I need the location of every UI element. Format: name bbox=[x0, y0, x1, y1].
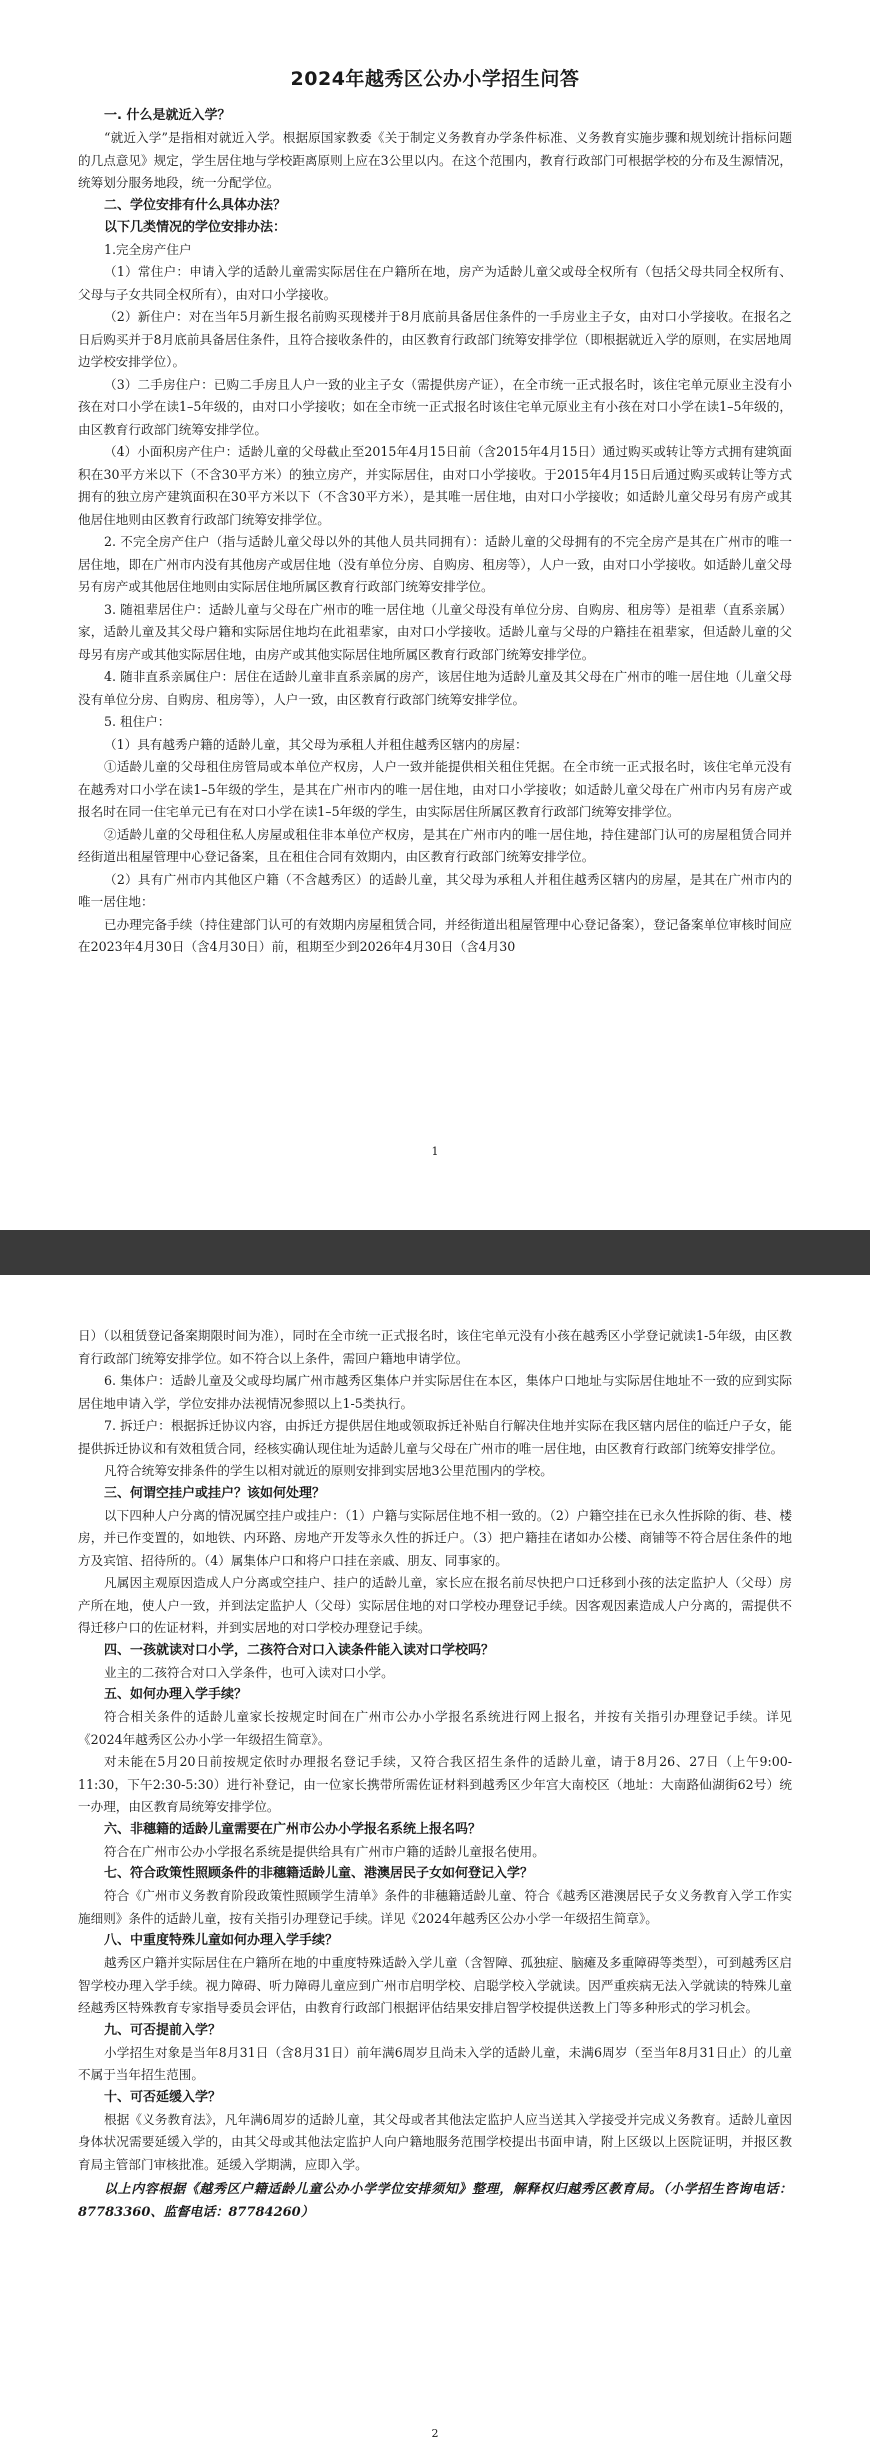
paragraph: 凡属因主观原因造成人户分离或空挂户、挂户的适龄儿童，家长应在报名前尽快把户口迁移到小孩的法定监护人（父母）房产所在地，使人户一致，并到法定监护人（父母）实际居住地的对口学校办理登记手续。因客观因素造成人户分离的，需提供不得迁移户口的佐证材料，并到实居地的对口学校办理登记手续。 bbox=[78, 1575, 792, 1635]
section-heading: 五、如何办理入学手续？ bbox=[104, 1687, 248, 1702]
paragraph: （1）具有越秀户籍的适龄儿童，其父母为承租人并租住越秀区辖内的房屋： bbox=[104, 736, 528, 752]
paragraph: 符合在广州市公办小学报名系统是提供给具有广州市户籍的适龄儿童报名使用。 bbox=[104, 1843, 545, 1859]
paragraph: 符合相关条件的适龄儿童家长按规定时间在广州市公办小学报名系统进行网上报名，并按有关指引办理登记手续。详见《2024年越秀区公办小学一年级招生简章》。 bbox=[78, 1709, 792, 1747]
paragraph: 3. 随祖辈居住户：适龄儿童与父母在广州市的唯一居住地（儿童父母没有单位分房、自购房、租房等）是祖辈（直系亲属）家，适龄儿童及其父母户籍和实际居住地均在此祖辈家，由对口小学接收。适龄儿童与父母的户籍挂在祖辈家，但适龄儿童的父母另有房产或其他实际居住地，由房产或其他实际居住地所属区教育行政部门统筹安排学位。 bbox=[78, 601, 792, 662]
section-heading: 八、中重度特殊儿童如何办理入学手续？ bbox=[104, 1933, 339, 1948]
paragraph: ②适龄儿童的父母租住私人房屋或租住非本单位产权房，是其在广州市内的唯一居住地，持住建部门认可的房屋租赁合同并经街道出租屋管理中心登记备案，且在租住合同有效期内，由区教育行政部门统筹安排学位。 bbox=[78, 826, 792, 864]
paragraph: 1.完全房产住户 bbox=[104, 241, 192, 257]
paragraph: 凡符合统筹安排条件的学生以相对就近的原则安排到实居地3公里范围内的学校。 bbox=[104, 1463, 553, 1478]
section-heading: 十、可否延缓入学？ bbox=[104, 2089, 222, 2105]
page-1-body bbox=[78, 105, 792, 959]
paragraph: （3）二手房住户：已购二手房且人户一致的业主子女（需提供房产证），在全市统一正式报名时，该住宅单元原业主没有小孩在对口小学在读1–5年级的，由对口小学接收；如在全市统一正式报名时该住宅单元原业主有小孩在对口小学在读1–5年级的，由区教育行政部门统筹安排学位。 bbox=[78, 376, 792, 437]
paragraph: （2）具有广州市内其他区户籍（不含越秀区）的适龄儿童，其父母为承租人并租住越秀区辖内的房屋，是其在广州市内的唯一居住地： bbox=[78, 871, 792, 909]
paragraph: （1）常住户：申请入学的适龄儿童需实际居住在户籍所在地，房产为适龄儿童父或母全权所有（包括父母共同全权所有、父母与子女共同全权所有），由对口小学接收。 bbox=[78, 264, 792, 302]
section-heading: 四、一孩就读对口小学，二孩符合对口入读条件能入读对口学校吗？ bbox=[104, 1642, 495, 1658]
section-heading: 七、符合政策性照顾条件的非穗籍适龄儿童、港澳居民子女如何登记入学？ bbox=[104, 1866, 534, 1881]
paragraph: 4. 随非直系亲属住户：居住在适龄儿童非直系亲属的房产，该居住地为适龄儿童及其父母在广州市的唯一居住地（儿童父母没有单位分房、自购房、租房等），人户一致，由区教育行政部门统筹安排学位。 bbox=[78, 669, 792, 707]
paragraph: 小学招生对象是当年8月31日（含8月31日）前年满6周岁且尚未入学的适龄儿童，未满6周岁（至当年8月31日止）的儿童不属于当年招生范围。 bbox=[78, 2044, 792, 2082]
paragraph: “就近入学”是指相对就近入学。根据原国家教委《关于制定义务教育办学条件标准、义务教育实施步骤和规划统计指标问题的几点意见》规定，学生居住地与学校距离原则上应在3公里以内。在这个范围内，教育行政部门可根据学校的分布及生源情况，统筹划分服务地段，统一分配学位。 bbox=[78, 130, 792, 190]
section-heading: 二、学位安排有什么具体办法？ bbox=[104, 197, 287, 213]
paragraph: 6. 集体户：适龄儿童及父或母均属广州市越秀区集体户并实际居住在本区，集体户口地址与实际居住地址不一致的应到实际居住地申请入学，学位安排办法视情况参照以上1-5类执行。 bbox=[78, 1373, 792, 1411]
page-number: 2 bbox=[431, 2427, 439, 2440]
paragraph: 符合《广州市义务教育阶段政策性照顾学生清单》条件的非穗籍适龄儿童、符合《越秀区港澳居民子女义务教育入学工作实施细则》条件的适龄儿童，按有关指引办理登记手续。详见《2024年越秀区公办小学一年级招生简章》。 bbox=[78, 1888, 792, 1926]
section-heading: 九、可否提前入学？ bbox=[104, 2022, 222, 2038]
paragraph: 根据《义务教育法》，凡年满6周岁的适龄儿童，其父母或者其他法定监护人应当送其入学接受并完成义务教育。适龄儿童因身体状况需要延缓入学的，由其父母或其他法定监护人向户籍地服务范围学校提出书面申请，附上区级以上医院证明，并报区教育局主管部门审核批准。延缓入学期满，应即入学。 bbox=[78, 2111, 792, 2172]
paragraph: （2）新住户：对在当年5月新生报名前购买现楼并于8月底前具备居住条件的一手房业主子女，由对口小学接收。在报名之日后购买并于8月底前具备居住条件，且符合接收条件的，由区教育行政部门统筹安排学位（即根据就近入学的原则，在实居地周边学校安排学位）。 bbox=[78, 309, 792, 369]
document-page-2 bbox=[0, 1275, 870, 2446]
paragraph: 越秀区户籍并实际居住在户籍所在地的中重度特殊适龄入学儿童（含智障、孤独症、脑瘫及多重障碍等类型），可到越秀区启智学校办理入学手续。视力障碍、听力障碍儿童应到广州市启明学校、启聪学校入学就读。因严重疾病无法入学就读的特殊儿童经越秀区特殊教育专家指导委员会评估，由教育行政部门根据评估结果安排启智学校提供送教上门等多种形式的学习机会。 bbox=[78, 1955, 792, 2015]
document-title: 2024年越秀区公办小学招生问答 bbox=[290, 68, 580, 90]
section-heading: 一. 什么是就近入学？ bbox=[104, 108, 231, 123]
paragraph: 对未能在5月20日前按规定依时办理报名登记手续，又符合我区招生条件的适龄儿童，请于8月26、27日（上午9:00-11:30，下午2:30-5:30）进行补登记，由一位家长携带所需佐证材料到越秀区少年宫大南校区（地址：大南路仙湖街62号）统一办理，由区教育局统筹安排学位。 bbox=[78, 1754, 792, 1814]
section-heading: 以下几类情况的学位安排办法： bbox=[104, 219, 287, 235]
paragraph: 7. 拆迁户：根据拆迁协议内容，由拆迁方提供居住地或领取拆迁补贴自行解决住地并实际在我区辖内居住的临迁户子女，能提供拆迁协议和有效租赁合同，经核实确认现住址为适龄儿童与父母在广州市的唯一居住地，由区教育行政部门统筹安排学位。 bbox=[78, 1418, 792, 1456]
page-number: 1 bbox=[431, 1145, 439, 1158]
paragraph: 日）（以租赁登记备案期限时间为准），同时在全市统一正式报名时，该住宅单元没有小孩在越秀区小学登记就读1-5年级，由区教育行政部门统筹安排学位。如不符合以上条件，需回户籍地申请学位。 bbox=[78, 1328, 792, 1366]
paragraph: 业主的二孩符合对口入学条件，也可入读对口小学。 bbox=[104, 1664, 394, 1680]
paragraph: 已办理完备手续（持住建部门认可的有效期内房屋租赁合同，并经街道出租屋管理中心登记备案），登记备案单位审核时间应在2023年4月30日（含4月30日）前，租期至少到2026年4月30日（含4月30 bbox=[78, 916, 792, 954]
page-separator bbox=[0, 1230, 870, 1275]
closing-note: 以上内容根据《越秀区户籍适龄儿童公办小学学位安排须知》整理，解释权归越秀区教育局。（小学招生咨询电话：87783360、监督电话：87784260） bbox=[78, 2182, 792, 2220]
paragraph: 5. 租住户： bbox=[104, 714, 171, 729]
paragraph: 2. 不完全房产住户（指与适龄儿童父母以外的其他人员共同拥有）：适龄儿童的父母拥有的不完全房产是其在广州市的唯一居住地，即在广州市内没有其他房产或居住地（没有单位分房、自购房、租房等），人户一致，由对口小学接收。如适龄儿童父母另有房产或其他居住地则由实际居住地所属区教育行政部门统筹安排学位。 bbox=[78, 534, 792, 594]
section-heading: 三、何谓空挂户或挂户？该如何处理？ bbox=[104, 1485, 326, 1501]
paragraph: （4）小面积房产住户：适龄儿童的父母截止至2015年4月15日前（含2015年4月15日）通过购买或转让等方式拥有建筑面积在30平方米以下（不含30平方米）的独立房产，并实际居住，由对口小学接收。于2015年4月15日后通过购买或转让等方式拥有的独立房产建筑面积在30平方米以下（不含30平方米），是其唯一居住地，由对口小学接收；如适龄儿童父母另有房产或其他居住地则由区教育行政部门统筹安排学位。 bbox=[78, 444, 792, 527]
page-2-body bbox=[78, 1325, 792, 2176]
paragraph: ①适龄儿童的父母租住房管局或本单位产权房，人户一致并能提供相关租住凭据。在全市统一正式报名时，该住宅单元没有在越秀对口小学在读1–5年级的学生，是其在广州市内的唯一居住地，由对口小学接收；如适龄儿童父母在广州市内另有房产或报名时在同一住宅单元已有在对口小学在读1–5年级的学生，由实际居住所属区教育行政部门统筹安排学位。 bbox=[78, 759, 792, 819]
paragraph: 以下四种人户分离的情况属空挂户或挂户：（1）户籍与实际居住地不相一致的。（2）户籍空挂在已永久性拆除的街、巷、楼房，并已作变置的，如地铁、内环路、房地产开发等永久性的拆迁户。（3）把户籍挂在诸如办公楼、商铺等不符合居住条件的地方及宾馆、招待所的。（4）属集体户口和将户口挂在亲戚、朋友、同事家的。 bbox=[78, 1507, 792, 1568]
section-heading: 六、非穗籍的适龄儿童需要在广州市公办小学报名系统上报名吗？ bbox=[104, 1821, 482, 1837]
